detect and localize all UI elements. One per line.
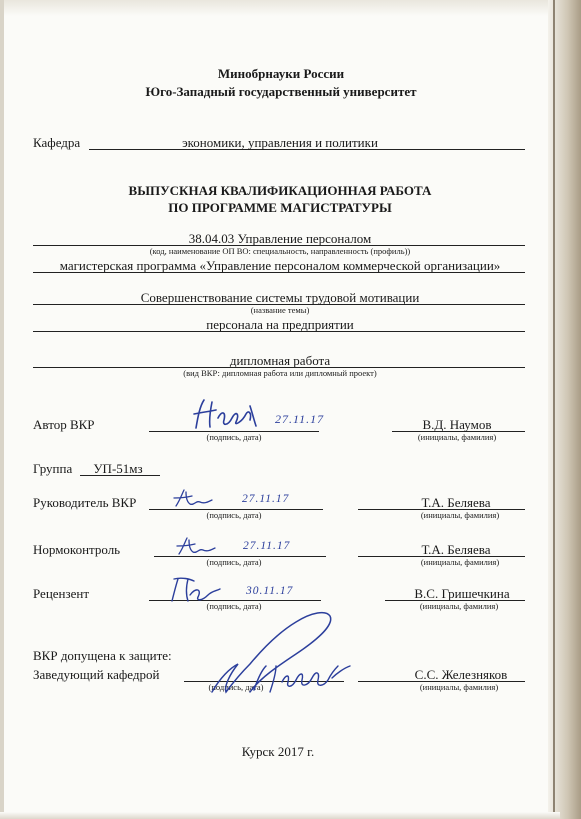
ministry-title: Минобрнауки России (217, 66, 345, 81)
scan-edge-left (0, 0, 4, 819)
reviewer-name-caption: (инициалы, фамилия) (419, 601, 499, 611)
supervisor-name: Т.А. Беляева (421, 495, 491, 510)
supervisor-name-caption: (инициалы, фамилия) (420, 510, 500, 520)
topic-line1: Совершенствование системы трудовой мотивации (140, 290, 420, 305)
supervisor-signature-caption: (подпись, дата) (206, 510, 262, 520)
specialty-caption: (код, наименование ОП ВО: специальность, направленность (профиль)) (149, 246, 411, 256)
work-title-line2: ПО ПРОГРАММЕ МАГИСТРАТУРЫ (168, 200, 392, 215)
head-signature (200, 608, 360, 700)
topic-line2: персонала на предприятии (206, 317, 354, 332)
work-title-line1: ВЫПУСКНАЯ КВАЛИФИКАЦИОННАЯ РАБОТА (128, 183, 432, 198)
author-signature-caption: (подпись, дата) (206, 432, 262, 442)
specialty-value: 38.04.03 Управление персоналом (188, 231, 372, 246)
author-signature (190, 396, 280, 432)
author-name: В.Д. Наумов (422, 417, 492, 432)
reviewer-signature (168, 575, 226, 605)
department-value: экономики, управления и политики (182, 135, 378, 150)
university-title: Юго-Западный государственный университет (145, 84, 417, 99)
norm-control-name-caption: (инициалы, фамилия) (420, 557, 500, 567)
reviewer-signature-date: 30.11.17 (246, 585, 294, 597)
scan-edge-fold (553, 0, 555, 819)
norm-control-signature-caption: (подпись, дата) (206, 557, 262, 567)
norm-control-label: Нормоконтроль (33, 542, 121, 557)
city-year: Курск 2017 г. (241, 744, 315, 759)
author-label: Автор ВКР (33, 417, 95, 432)
head-of-department-label: Заведующий кафедрой (33, 667, 160, 682)
head-name-caption: (инициалы, фамилия) (419, 682, 499, 692)
head-signature-caption: (подпись, дата) (208, 682, 264, 692)
work-type-value: дипломная работа (229, 353, 331, 368)
supervisor-label: Руководитель ВКР (33, 495, 137, 510)
topic-caption: (название темы) (250, 305, 310, 315)
reviewer-name: В.С. Гришечкина (414, 586, 510, 601)
norm-control-name: Т.А. Беляева (421, 542, 491, 557)
reviewer-signature-caption: (подпись, дата) (206, 601, 262, 611)
supervisor-signature (172, 488, 222, 510)
group-label: Группа (33, 461, 73, 476)
topic-underline-2 (33, 331, 525, 332)
scan-edge-bottom (0, 812, 560, 819)
group-value: УП-51мз (93, 461, 143, 476)
norm-control-signature-date: 27.11.17 (243, 540, 291, 552)
norm-control-signature (175, 536, 225, 558)
work-type-caption: (вид ВКР: дипломная работа или дипломный проект) (183, 368, 377, 378)
reviewer-label: Рецензент (33, 586, 90, 601)
supervisor-signature-date: 27.11.17 (242, 493, 290, 505)
department-label: Кафедра (33, 135, 81, 150)
program-underline (33, 272, 525, 273)
head-name: С.С. Железняков (414, 667, 508, 682)
admission-label: ВКР допущена к защите: (33, 648, 172, 663)
author-signature-date: 27.11.17 (275, 412, 325, 426)
author-name-caption: (инициалы, фамилия) (417, 432, 497, 442)
program-value: магистерская программа «Управление персоналом коммерческой организации» (59, 258, 501, 273)
scan-edge-top (0, 0, 556, 16)
